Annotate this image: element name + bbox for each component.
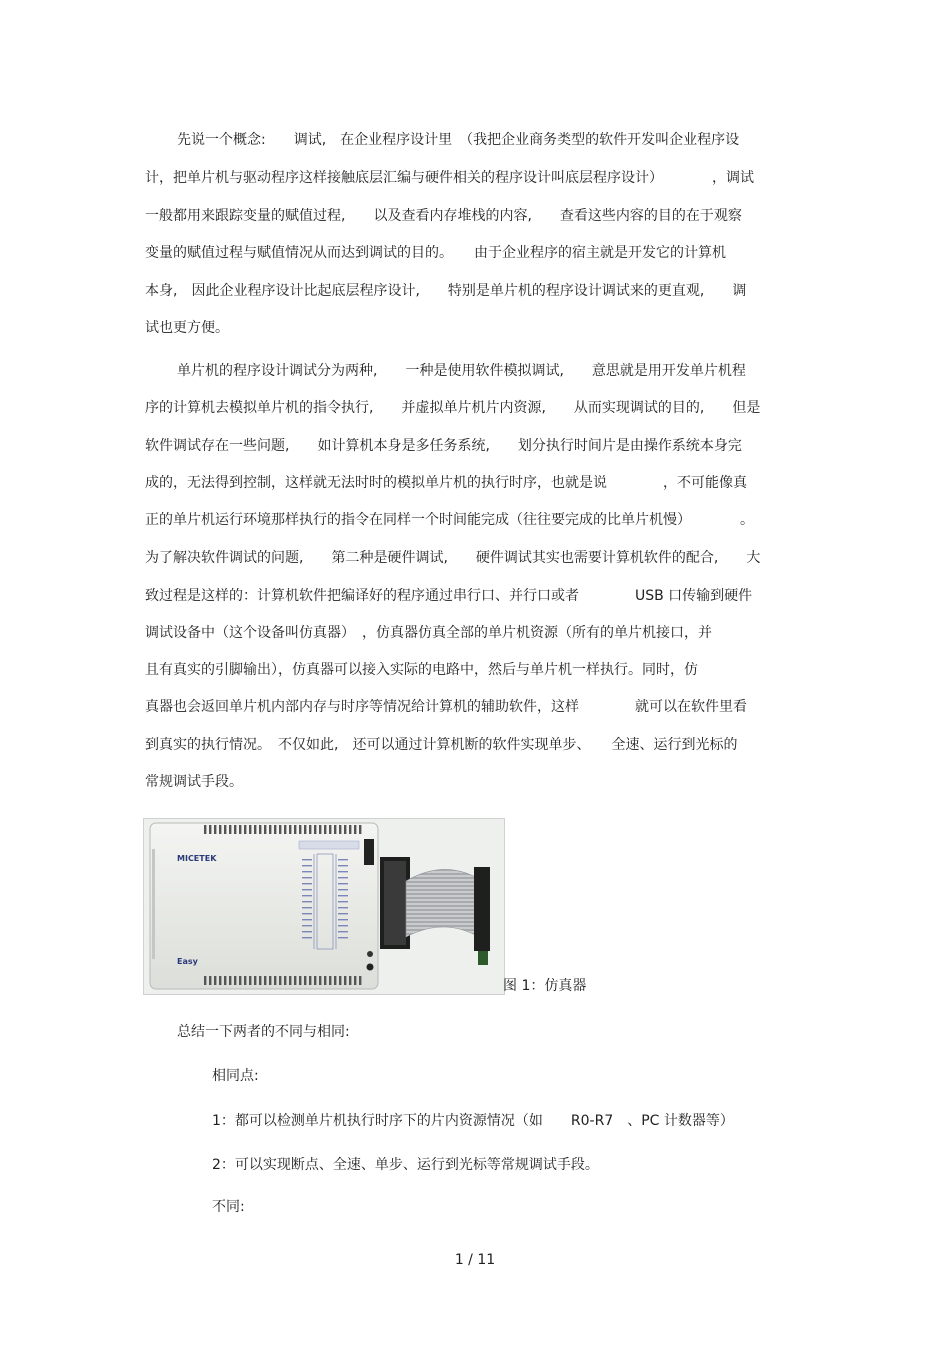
para-line: 先说一个概念: 调试, 在企业程序设计里 （我把企业商务类型的软件开发叫企业程序设 (177, 132, 740, 148)
para-line: 且有真实的引脚输出），仿真器可以接入实际的电路中，然后与单片机一样执行。同时，仿 (145, 662, 698, 678)
emulator-photo (143, 818, 505, 995)
para-line: 单片机的程序设计调试分为两种, 一种是使用软件模拟调试, 意思就是用开发单片机程 (177, 363, 746, 379)
para-line: 本身, 因此企业程序设计比起底层程序设计, 特别是单片机的程序设计调试来的更直观, 调 (145, 283, 747, 299)
same-point-1: 1：都可以检测单片机执行时序下的片内资源情况（如 R0-R7 、PC 计数器等） (212, 1113, 734, 1129)
diff-heading: 不同: (212, 1199, 245, 1215)
para-line: 调试设备中（这个设备叫仿真器） ，仿真器仿真全部的单片机资源（所有的单片机接口，并 (145, 625, 712, 641)
page-number: 1 / 11 (454, 1252, 496, 1268)
model-label: Easy (177, 957, 198, 966)
para-line: 常规调试手段。 (145, 774, 243, 790)
para-line: 致过程是这样的：计算机软件把编译好的程序通过串行口、并行口或者 USB 口传输到硬件 (145, 588, 753, 604)
emulator-device-icon (144, 819, 504, 994)
summary-intro: 总结一下两者的不同与相同: (177, 1024, 350, 1040)
brand-label: MICETEK (177, 854, 217, 863)
para-line: 软件调试存在一些问题, 如计算机本身是多任务系统, 划分执行时间片是由操作系统本身完 (145, 438, 742, 454)
para-line: 一般都用来跟踪变量的赋值过程, 以及查看内存堆栈的内容, 查看这些内容的目的在于观察 (145, 208, 742, 224)
para-line: 正的单片机运行环境那样执行的指令在同样一个时间能完成（往往要完成的比单片机慢） 。 (145, 512, 754, 528)
para-line: 为了解决软件调试的问题, 第二种是硬件调试, 硬件调试其实也需要计算机软件的配合, 大 (145, 550, 761, 566)
para-line: 序的计算机去模拟单片机的指令执行, 并虚拟单片机片内资源, 从而实现调试的目的, 但是 (145, 400, 761, 416)
figure-caption: 图 1：仿真器 (503, 978, 587, 994)
para-line: 变量的赋值过程与赋值情况从而达到调试的目的。 由于企业程序的宿主就是开发它的计算机 (145, 245, 726, 261)
para-line: 成的，无法得到控制，这样就无法时时的模拟单片机的执行时序，也就是说 ，不可能像真 (145, 475, 747, 491)
para-line: 试也更方便。 (145, 320, 229, 336)
para-line: 计，把单片机与驱动程序这样接触底层汇编与硬件相关的程序设计叫底层程序设计） ，调试 (145, 170, 754, 186)
para-line: 真器也会返回单片机内部内存与时序等情况给计算机的辅助软件，这样 就可以在软件里看 (145, 699, 747, 715)
same-heading: 相同点: (212, 1068, 259, 1084)
para-line: 到真实的执行情况。 不仅如此, 还可以通过计算机断的软件实现单步、 全速、运行到光标的 (145, 737, 738, 753)
same-point-2: 2：可以实现断点、全速、单步、运行到光标等常规调试手段。 (212, 1157, 599, 1173)
